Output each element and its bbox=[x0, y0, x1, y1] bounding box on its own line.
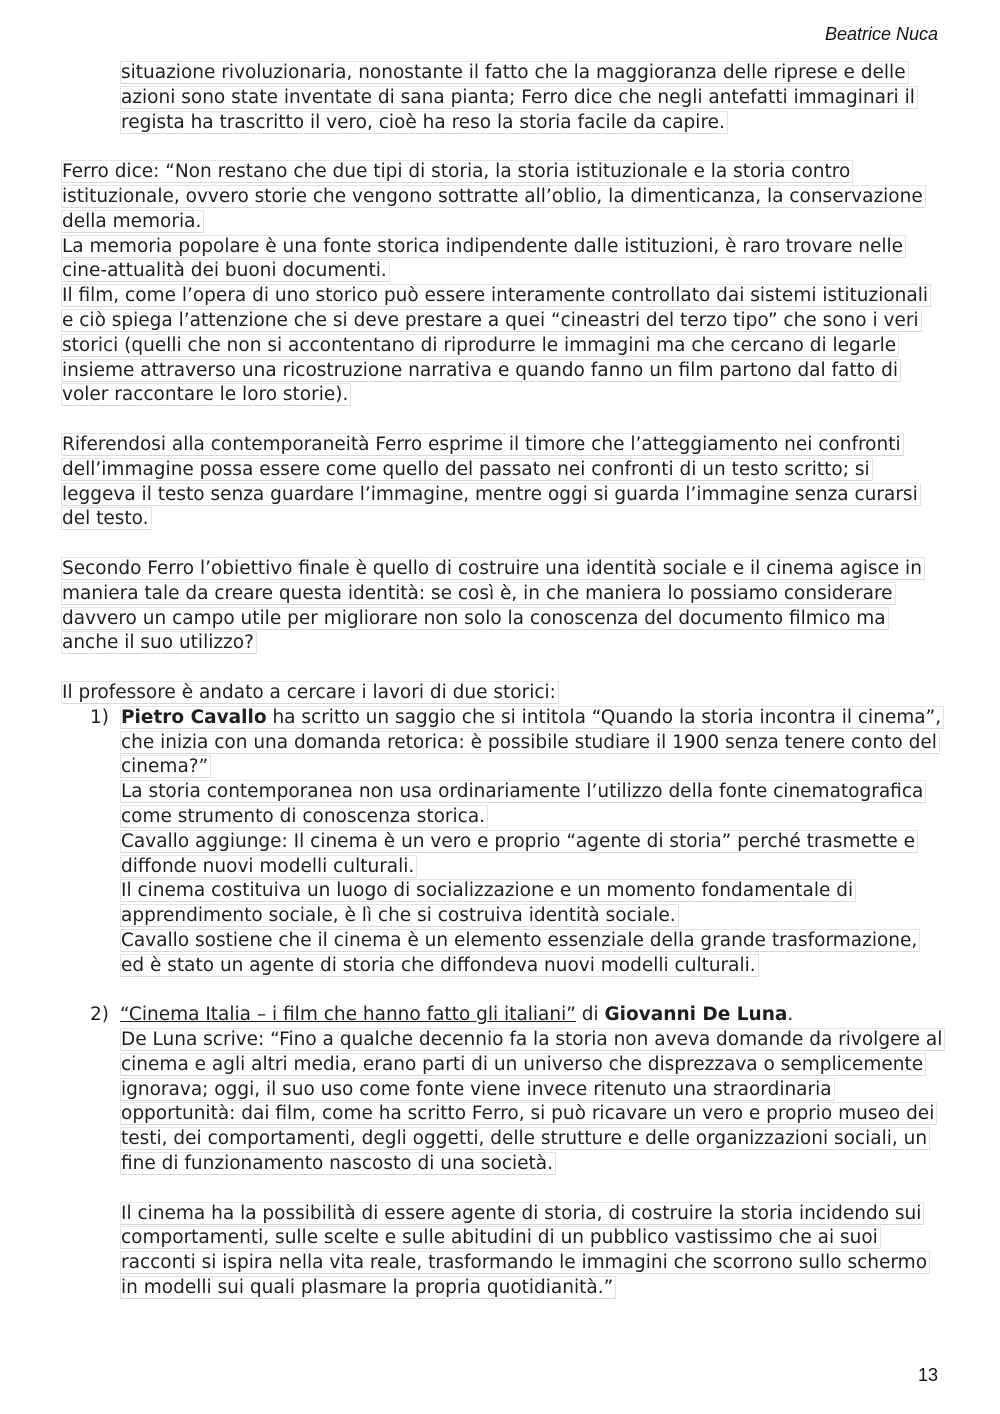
quote-text: Il cinema ha la possibilità di essere agente di storia, di costruire la storia incidendo sui comportamenti, sulle scelte e sulle abitudini di un pubblico vastissimo che ai suoi racconti si ispira nella vita reale, trasformando le immagini che scorrono sullo schermo in modelli sui quali plasmare la propria quotidianità.” bbox=[120, 1202, 930, 1299]
paragraph-gap bbox=[61, 408, 943, 433]
paragraph-text: La memoria popolare è una fonte storica indipendente dalle istituzioni, è raro trovare nelle cine-attualità dei buoni documenti. bbox=[61, 235, 906, 283]
cavallo-sentence bbox=[120, 830, 943, 880]
title-end: . bbox=[787, 1004, 794, 1026]
list-number: 1) bbox=[90, 706, 109, 728]
sentence-text: La storia contemporanea non usa ordinariamente l’utilizzo della fonte cinematografica come strumento di conoscenza storica. bbox=[120, 780, 926, 828]
cavallo-intro bbox=[120, 706, 943, 780]
paragraph-contemporaneity bbox=[61, 433, 943, 532]
de-luna-quote-continued bbox=[120, 1202, 943, 1301]
paragraph-gap bbox=[61, 978, 943, 1003]
paragraph-gap bbox=[61, 135, 943, 160]
paragraph-popular-memory bbox=[61, 235, 943, 285]
paragraph-continuation bbox=[61, 61, 943, 135]
paragraph-gap bbox=[61, 532, 943, 557]
book-title: “Cinema Italia – i film che hanno fatto gli italiani” bbox=[120, 1004, 576, 1026]
list-item-de-luna bbox=[61, 1003, 943, 1301]
cavallo-sentence bbox=[120, 929, 943, 979]
quote-text: De Luna scrive: “Fino a qualche decennio fa la storia non aveva domande da rivolgere al cinema e agli altri media, erano parti di un universo che disprezzava o semplicemente ignorava; oggi, il suo uso come fonte viene invece ritenuto una straordinaria opportunità: dai film, come ha scritto Ferro, si può ricavare un vero e proprio museo dei testi, dei comportamenti, degli oggetti, delle strutture e delle organizzazioni sociali, un fine di funzionamento nascosto di una società. bbox=[120, 1028, 945, 1175]
sentence-text: Cavallo sostiene che il cinema è un elemento essenziale della grande trasformazione, ed è stato un agente di storia che diffondeva nuovi modelli culturali. bbox=[120, 929, 920, 977]
de-luna-quote bbox=[120, 1028, 943, 1177]
paragraph-text: Riferendosi alla contemporaneità Ferro esprime il timore che l’atteggiamento nei confronti dell’immagine possa essere come quello del passato nei confronti di un testo scritto; si leggeva il testo senza guardare l’immagine, mentre oggi si guarda l’immagine senza curarsi del testo. bbox=[61, 433, 921, 530]
paragraph-professor bbox=[61, 681, 943, 706]
document-body bbox=[61, 61, 943, 1301]
paragraph-text: situazione rivoluzionaria, nonostante il fatto che la maggioranza delle riprese e delle azioni sono state inventate di sana pianta; Ferro dice che negli antefatti immaginari il regista ha trascritto il vero, cioè ha reso la storia facile da capire. bbox=[120, 61, 918, 134]
sentence-text: Il cinema costituiva un luogo di socializzazione e un momento fondamentale di apprendimento sociale, è lì che si costruiva identità sociale. bbox=[120, 879, 856, 927]
paragraph-text: Il professore è andato a cercare i lavori di due storici: bbox=[61, 681, 559, 704]
cavallo-sentence bbox=[120, 780, 943, 830]
author-name: Pietro Cavallo bbox=[121, 706, 267, 728]
paragraph-gap bbox=[61, 656, 943, 681]
list-item-cavallo bbox=[61, 706, 943, 979]
connector-text: di bbox=[575, 1004, 605, 1026]
paragraph-film-control bbox=[61, 284, 943, 408]
de-luna-title-line bbox=[120, 1003, 943, 1028]
paragraph-social-identity bbox=[61, 557, 943, 656]
author-name: Giovanni De Luna bbox=[604, 1004, 788, 1026]
list-number: 2) bbox=[90, 1004, 109, 1026]
page-number: 13 bbox=[917, 1365, 938, 1385]
paragraph-text: Ferro dice: “Non restano che due tipi di storia, la storia istituzionale e la storia contro istituzionale, ovvero storie che vengono sottratte all’oblio, la dimenticanza, la conservazione della memoria. bbox=[61, 160, 926, 233]
paragraph-gap bbox=[120, 1177, 943, 1202]
page-header-author: Beatrice Nuca bbox=[824, 24, 938, 44]
paragraph-text: Il film, come l’opera di uno storico può essere interamente controllato dai sistemi istituzionali e ciò spiega l’attenzione che si deve prestare a quei “cineastri del terzo tipo” che sono i veri storici (quelli che non si accontentano di riprodurre le immagini ma che cercano di legarle insieme attraverso una ricostruzione narrativa e quando fanno un film partono dal fatto di voler raccontare le loro storie). bbox=[61, 284, 931, 406]
paragraph-text: Secondo Ferro l’obiettivo finale è quello di costruire una identità sociale e il cinema agisce in maniera tale da creare questa identità: se così è, in che maniera lo possiamo considerare davvero un campo utile per migliorare non solo la conoscenza del documento filmico ma anche il suo utilizzo? bbox=[61, 557, 925, 654]
paragraph-ferro-quote bbox=[61, 160, 943, 234]
intro-text: ha scritto un saggio che si intitola “Quando la storia incontra il cinema”, che inizia con una domanda retorica: è possibile studiare il 1900 senza tenere conto del cinema?” bbox=[121, 706, 942, 778]
cavallo-intro-text bbox=[120, 706, 944, 779]
sentence-text: Cavallo aggiunge: Il cinema è un vero e proprio “agente di storia” perché trasmette e diffonde nuovi modelli culturali. bbox=[120, 830, 918, 878]
cavallo-sentence bbox=[120, 879, 943, 929]
